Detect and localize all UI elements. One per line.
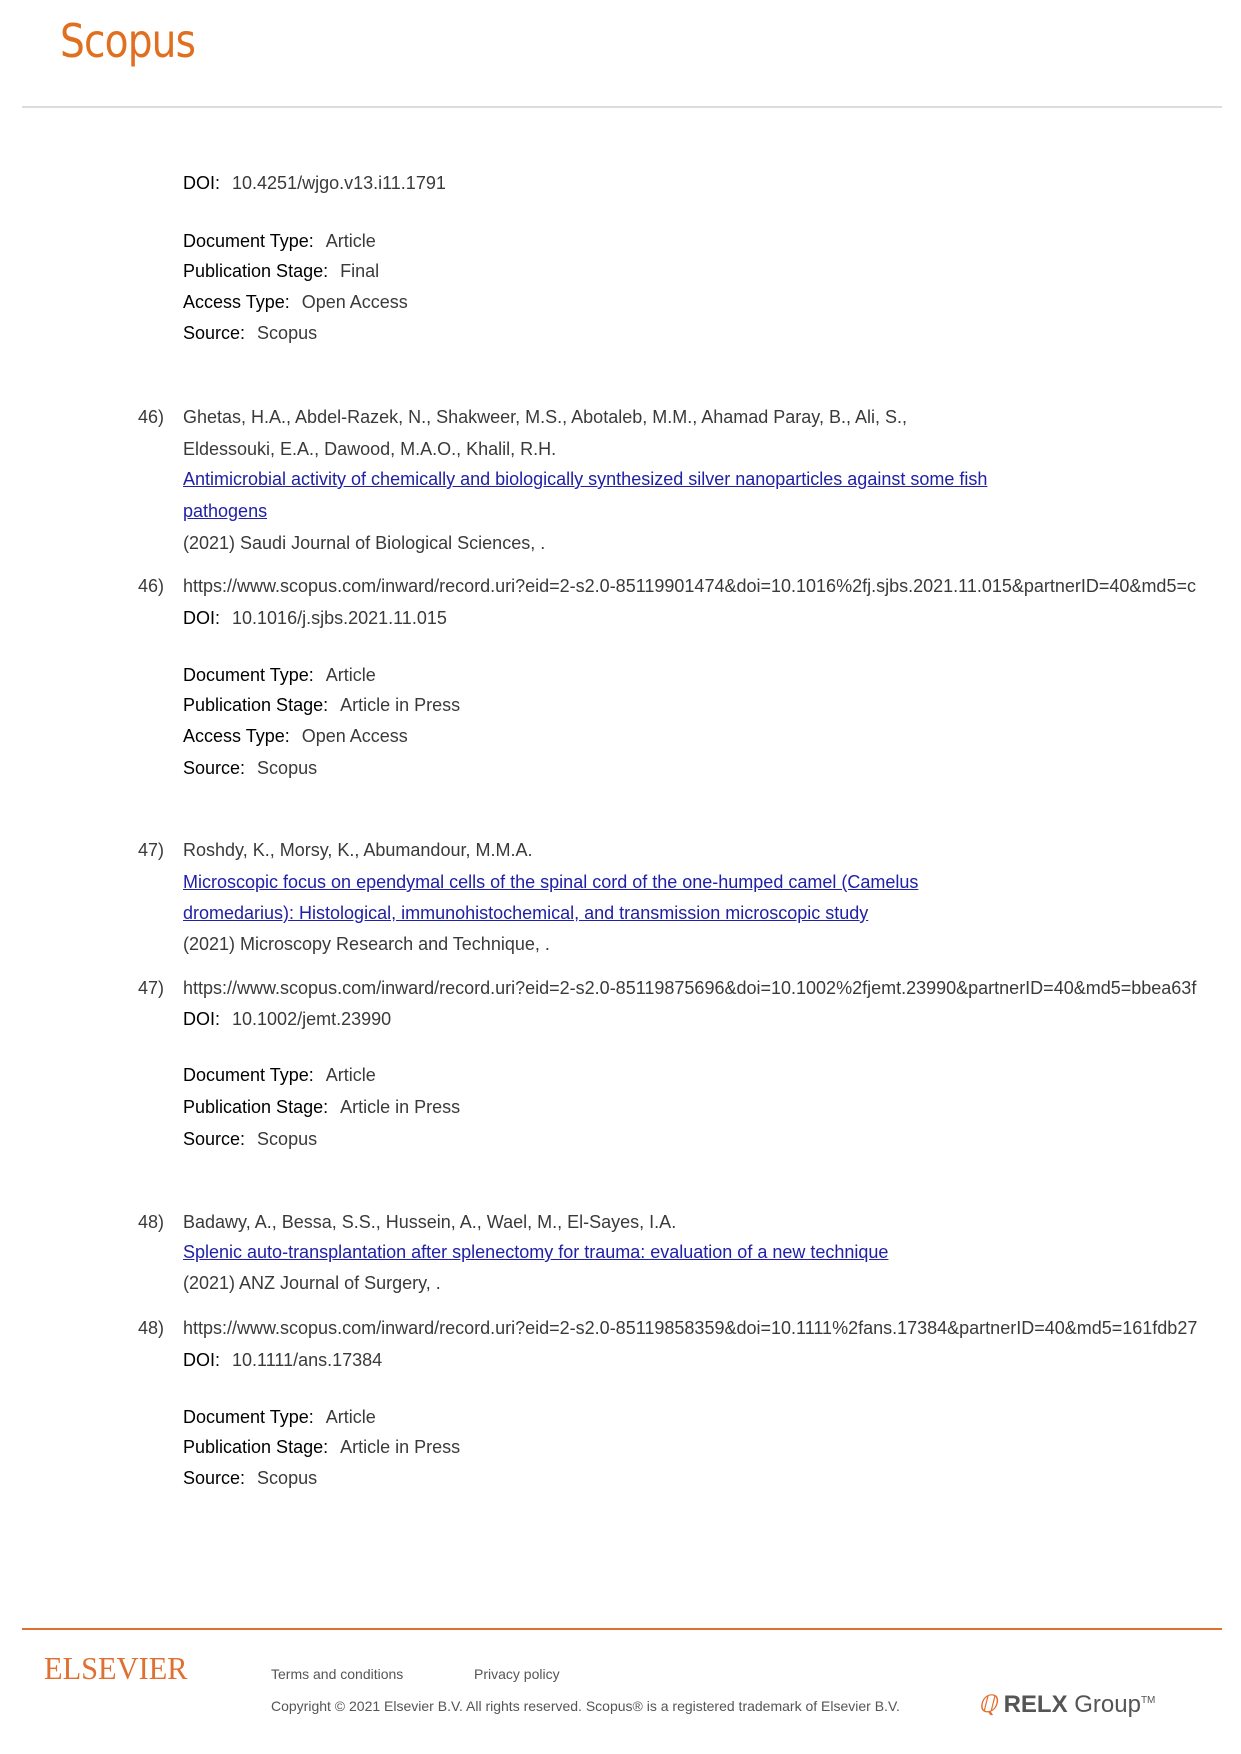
source-row: Source: Scopus — [183, 758, 318, 778]
record-url: https://www.scopus.com/inward/record.uri?eid=2-s2.0-85119875696&doi=10.1002%2fjemt.23990&partnerID=40&md5=bbea63f — [183, 978, 1197, 998]
elsevier-logo[interactable]: ELSEVIER — [44, 1650, 188, 1686]
terms-link[interactable]: Terms and conditions — [271, 1666, 404, 1682]
citation: (2021) ANZ Journal of Surgery, . — [183, 1273, 441, 1293]
doc-type-row: Document Type: Article — [183, 231, 376, 251]
footer-divider — [22, 1628, 1222, 1630]
relx-logo[interactable]: ℚ RELX Group™ — [978, 1691, 1156, 1718]
privacy-link[interactable]: Privacy policy — [474, 1666, 560, 1682]
copyright-text: Copyright © 2021 Elsevier B.V. All rights reserved. Scopus® is a registered trademark of Elsevier B.V. — [271, 1698, 900, 1714]
doc-type-row: Document Type: Article — [183, 1065, 376, 1085]
access-type-row: Access Type: Open Access — [183, 726, 408, 746]
doi-row: DOI: 10.1111/ans.17384 — [183, 1350, 383, 1370]
article-title-link[interactable]: pathogens — [183, 501, 268, 521]
article-title-link[interactable]: Antimicrobial activity of chemically and biologically synthesized silver nanoparticles against some fish — [183, 469, 988, 489]
entry-number: 46) — [138, 576, 165, 596]
pub-stage-row: Publication Stage: Article in Press — [183, 695, 461, 715]
header-divider — [22, 106, 1222, 108]
pub-stage-row: Publication Stage: Final — [183, 261, 380, 281]
citation: (2021) Microscopy Research and Technique, . — [183, 934, 550, 954]
article-title-link[interactable]: Microscopic focus on ependymal cells of the spinal cord of the one-humped camel (Camelus — [183, 872, 919, 892]
entry-number: 48) — [138, 1212, 165, 1232]
pub-stage-row: Publication Stage: Article in Press — [183, 1097, 461, 1117]
authors: Ghetas, H.A., Abdel-Razek, N., Shakweer, M.S., Abotaleb, M.M., Ahamad Paray, B., Ali, S., — [183, 407, 907, 427]
authors: Badawy, A., Bessa, S.S., Hussein, A., Wael, M., El-Sayes, I.A. — [183, 1212, 677, 1232]
relx-symbol-icon: ℚ — [978, 1692, 997, 1718]
doi-row: DOI: 10.1002/jemt.23990 — [183, 1009, 392, 1029]
record-url: https://www.scopus.com/inward/record.uri?eid=2-s2.0-85119858359&doi=10.1111%2fans.17384&partnerID=40&md5=161fdb27 — [183, 1318, 1198, 1338]
entry-number: 47) — [138, 978, 165, 998]
source-row: Source: Scopus — [183, 323, 318, 343]
source-row: Source: Scopus — [183, 1468, 318, 1488]
entry-number: 48) — [138, 1318, 165, 1338]
pub-stage-row: Publication Stage: Article in Press — [183, 1437, 461, 1457]
access-type-row: Access Type: Open Access — [183, 292, 408, 312]
entry-number: 47) — [138, 840, 165, 860]
doi-row: DOI: 10.1016/j.sjbs.2021.11.015 — [183, 608, 447, 628]
authors: Roshdy, K., Morsy, K., Abumandour, M.M.A. — [183, 840, 533, 860]
citation: (2021) Saudi Journal of Biological Sciences, . — [183, 533, 546, 553]
scopus-logo[interactable]: Scopus — [60, 14, 196, 68]
record-url: https://www.scopus.com/inward/record.uri?eid=2-s2.0-85119901474&doi=10.1016%2fj.sjbs.2021.11.015&partnerID=40&md5=c — [183, 576, 1196, 596]
article-title-link[interactable]: dromedarius): Histological, immunohistochemical, and transmission microscopic study — [183, 903, 869, 923]
doc-type-row: Document Type: Article — [183, 665, 376, 685]
source-row: Source: Scopus — [183, 1129, 318, 1149]
article-title-link[interactable]: Splenic auto-transplantation after splenectomy for trauma: evaluation of a new technique — [183, 1242, 889, 1262]
authors: Eldessouki, E.A., Dawood, M.A.O., Khalil, R.H. — [183, 439, 557, 459]
doc-type-row: Document Type: Article — [183, 1407, 376, 1427]
entry-number: 46) — [138, 407, 165, 427]
doi-row: DOI: 10.4251/wjgo.v13.i11.1791 — [183, 173, 446, 193]
